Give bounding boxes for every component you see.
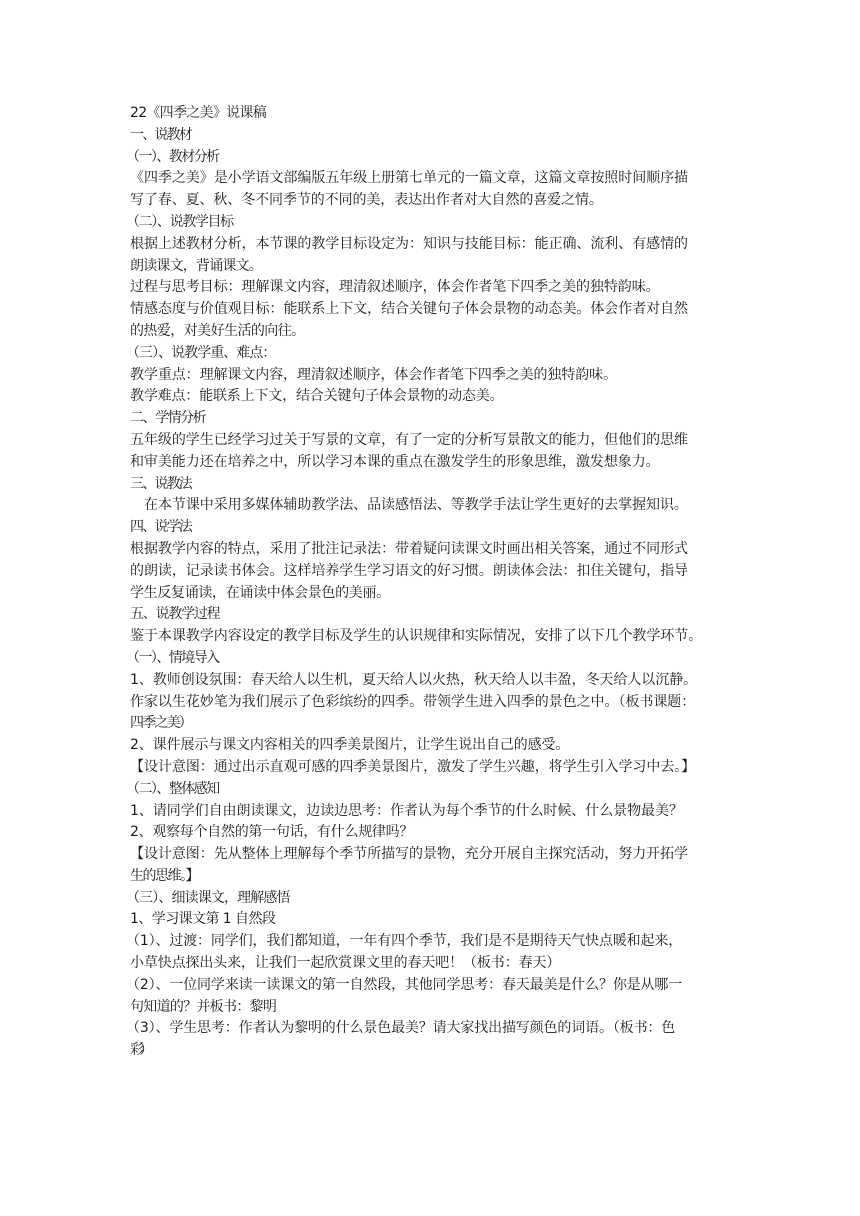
text-line: 1、学习课文第 1 自然段 [130,911,276,928]
text-line: 《四季之美》是小学语文部编版五年级上册第七单元的一篇文章，这篇文章按照时间顺序描 [130,170,688,187]
text-line: （二）、说教学目标 [126,213,233,230]
text-line: 教学重点：理解课文内容，理清叙述顺序，体会作者笔下四季之美的独特韵味。 [130,366,617,383]
text-line: 的朗读，记录读书体会。这样培养学生学习语文的好习惯。朗读体会法：扣住关键句，指导 [130,562,688,579]
text-line: 一、说教材 [130,126,191,143]
text-line: 小草快点探出头来，让我们一起欣赏课文里的春天吧！（板书：春天） [130,955,561,972]
text-line: 的热爱，对美好生活的向往。 [130,322,305,339]
text-line: （三）、说教学重、难点： [126,344,276,361]
text-line: 四、说学法 [130,519,191,536]
text-line: 四季之美） [130,715,191,732]
text-line: 教学难点：能联系上下文，结合关键句子体会景物的动态美。 [130,388,504,405]
text-line: 作家以生花妙笔为我们展示了色彩缤纷的四季。带领学生进入四季的景色之中。（板书课题： [130,693,696,710]
text-line: 根据上述教材分析，本节课的教学目标设定为：知识与技能目标：能正确、流利、有感情的 [130,235,688,252]
text-line: （3）、学生思考：作者认为黎明的什么景色最美？请大家找出描写颜色的词语。（板书：色 [126,1020,676,1037]
text-line: 【设计意图：先从整体上理解每个季节所描写的景物，充分开展自主探究活动，努力开拓学 [130,846,688,863]
text-line: 五年级的学生已经学习过关于写景的文章，有了一定的分析写景散文的能力，但他们的思维 [130,431,688,448]
text-line: （二）、整体感知 [126,780,219,797]
text-line: 鉴于本课教学内容设定的教学目标及学生的认识规律和实际情况，安排了以下几个教学环节。 [130,628,703,645]
text-line: 【设计意图：通过出示直观可感的四季美景图片，激发了学生兴趣，将学生引入学习中去。】 [130,758,696,775]
text-line: 和审美能力还在培养之中，所以学习本课的重点在激发学生的形象思维，激发想象力。 [130,453,660,470]
text-line: （三）、细读课文，理解感悟 [126,889,290,906]
text-line: 句知道的？并板书：黎明 [130,998,277,1015]
text-line: 五、说教学过程 [130,606,220,623]
text-line: 在本节课中采用多媒体辅助教学法、品读感悟法、等教学手法让学生更好的去掌握知识。 [144,497,688,514]
text-line: （一）、教材分析 [126,148,219,165]
text-line: 2、观察每个自然的第一句话，有什么规律吗？ [130,824,414,841]
text-line: 写了春、夏、秋、冬不同季节的不同的美，表达出作者对大自然的喜爱之情。 [130,192,603,209]
document-page [126,103,740,1062]
text-line: 朗读课文，背诵课文。 [130,257,262,274]
text-line: 1、请同学们自由朗读课文，边读边思考：作者认为每个季节的什么时候、什么景物最美？ [130,802,683,819]
text-line: 二、学情分析 [130,410,206,427]
text-line: （一）、情境导入 [126,649,219,666]
text-line: 情感态度与价值观目标：能联系上下文，结合关键句子体会景物的动态美。体会作者对自然 [130,301,688,318]
text-line: 彩） [130,1042,149,1059]
text-line: 根据教学内容的特点，采用了批注记录法：带着疑问读课文时画出相关答案，通过不同形式 [130,540,688,557]
text-line: 过程与思考目标：理解课文内容，理清叙述顺序，体会作者笔下四季之美的独特韵味。 [130,279,660,296]
text-line: 三、说教法 [130,475,191,492]
text-line: 2、课件展示与课文内容相关的四季美景图片，让学生说出自己的感受。 [130,737,570,754]
text-line: 学生反复诵读，在诵读中体会景色的美丽。 [130,584,390,601]
text-line: 1、教师创设氛围：春天给人以生机，夏天给人以火热，秋天给人以丰盈，冬天给人以沉静。 [130,671,698,688]
text-line: （2）、一位同学来读一读课文的第一自然段，其他同学思考：春天最美是什么？你是从哪一 [126,976,683,993]
text-line: 生的思维。】 [130,867,199,884]
text-line: 22《四季之美》说课稿 [130,105,267,121]
text-line: （1）、过渡：同学们，我们都知道，一年有四个季节，我们是不是期待天气快点暖和起来， [126,933,683,950]
